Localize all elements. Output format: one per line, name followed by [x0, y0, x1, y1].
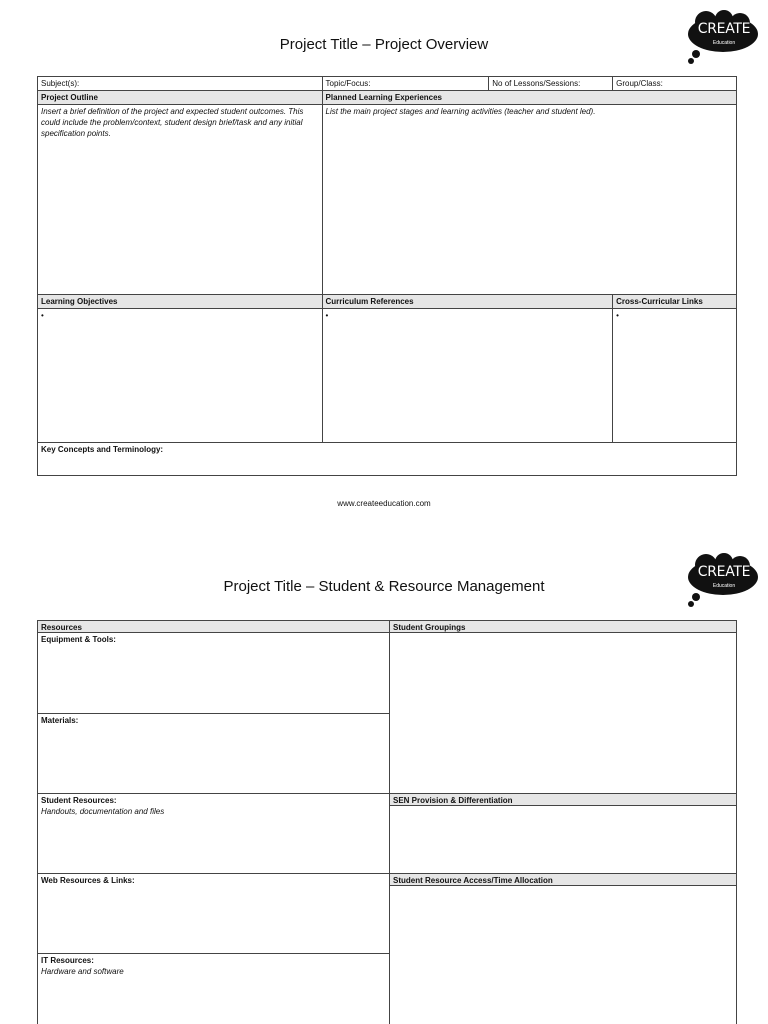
subjects-label: Subject(s):	[41, 79, 80, 88]
web-resources-field[interactable]	[37, 873, 390, 954]
student-groupings-heading: Student Groupings	[389, 620, 737, 633]
it-resources-note: Hardware and software	[41, 967, 124, 976]
student-resources-field[interactable]	[37, 793, 390, 874]
planned-learning-field[interactable]	[322, 105, 736, 295]
resources-heading: Resources	[37, 620, 390, 633]
cloud-logo-icon	[684, 553, 762, 609]
page-1-title-prefix: Project Title – Project	[279, 36, 426, 53]
logo-subtext: Education	[712, 40, 736, 46]
group-field[interactable]	[613, 77, 737, 91]
lessons-field[interactable]	[489, 77, 613, 91]
page-2-title-suffix: Student & Resource Management	[318, 578, 545, 595]
key-concepts-label: Key Concepts and Terminology:	[41, 445, 164, 454]
key-concepts-field[interactable]	[38, 443, 737, 476]
student-groupings-field[interactable]	[389, 632, 737, 794]
learning-objectives-field[interactable]	[38, 309, 323, 443]
equipment-field[interactable]	[37, 632, 390, 714]
page-2-title	[0, 578, 768, 595]
bullet: •	[325, 311, 329, 320]
sen-provision-field[interactable]	[389, 805, 737, 874]
resource-access-field[interactable]	[389, 885, 737, 1024]
page-1-title-suffix: Overview	[425, 36, 489, 53]
logo-text: CREATE	[697, 564, 751, 580]
group-label: Group/Class:	[616, 79, 663, 88]
planned-learning-text: List the main project stages and learning activities (teacher and student led).	[325, 107, 596, 116]
cross-curricular-field[interactable]	[613, 309, 737, 443]
equipment-label: Equipment & Tools:	[41, 635, 116, 644]
project-overview-table	[37, 76, 737, 476]
sen-provision-heading: SEN Provision & Differentiation	[389, 793, 737, 806]
topic-label: Topic/Focus:	[325, 79, 371, 88]
student-resources-note: Handouts, documentation and files	[41, 807, 165, 816]
bullet: •	[616, 311, 619, 320]
materials-label: Materials:	[41, 716, 79, 725]
page-1-title	[0, 36, 768, 53]
page-2-title-prefix: Project Title –	[223, 578, 319, 595]
web-resources-label: Web Resources & Links:	[41, 876, 135, 885]
it-resources-label: IT Resources:	[41, 956, 94, 965]
create-logo	[684, 10, 762, 66]
footer-url[interactable]: www.createeducation.com	[337, 499, 431, 508]
topic-field[interactable]	[322, 77, 489, 91]
project-outline-heading: Project Outline	[38, 91, 323, 105]
cross-curricular-heading: Cross-Curricular Links	[613, 295, 737, 309]
student-resources-label: Student Resources:	[41, 796, 117, 805]
project-outline-field[interactable]	[38, 105, 323, 295]
create-logo	[684, 553, 762, 609]
resource-access-heading: Student Resource Access/Time Allocation	[389, 873, 737, 886]
curriculum-references-heading: Curriculum References	[322, 295, 613, 309]
learning-objectives-heading: Learning Objectives	[38, 295, 323, 309]
materials-field[interactable]	[37, 713, 390, 794]
bullet: •	[41, 311, 44, 320]
subjects-field[interactable]	[38, 77, 323, 91]
it-resources-field[interactable]	[37, 953, 390, 1024]
project-outline-text: Insert a brief definition of the project and expected student outcomes. This could include the problem/context, student design brief/task and any initial specification points.	[41, 107, 304, 138]
planned-learning-heading: Planned Learning Experiences	[322, 91, 736, 105]
cloud-logo-icon	[684, 10, 762, 66]
logo-text: CREATE	[697, 21, 751, 37]
lessons-label: No of Lessons/Sessions:	[492, 79, 581, 88]
logo-subtext: Education	[712, 583, 736, 589]
curriculum-references-field[interactable]	[322, 309, 613, 443]
